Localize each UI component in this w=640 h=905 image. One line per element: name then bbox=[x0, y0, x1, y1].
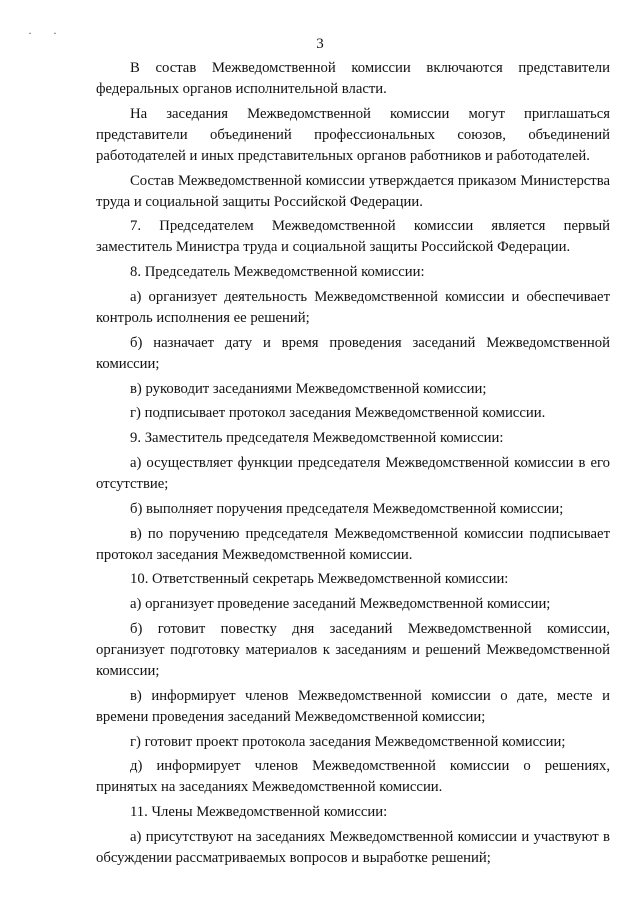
paragraph: а) организует деятельность Межведомственной комиссии и обеспечивает контроль исполнения ее решений; bbox=[96, 288, 610, 326]
paragraph: 7. Председателем Межведомственной комиссии является первый заместитель Министра труда и социальной защиты Российской Федерации. bbox=[96, 218, 610, 256]
paragraph: В состав Межведомственной комиссии включаются представители федеральных органов исполнительной власти. bbox=[96, 60, 610, 97]
paragraph: а) организует проведение заседаний Межведомственной комиссии; bbox=[130, 596, 551, 613]
paragraph: б) выполняет поручения председателя Межведомственной комиссии; bbox=[130, 500, 564, 517]
paragraph: а) присутствуют на заседаниях Межведомственной комиссии и участвуют в обсуждении рассматриваемых вопросов и выработке решений; bbox=[96, 828, 610, 866]
paragraph: 10. Ответственный секретарь Межведомственной комиссии: bbox=[130, 571, 509, 588]
paragraph: г) подписывает протокол заседания Межведомственной комиссии. bbox=[130, 405, 546, 422]
page-number: 3 bbox=[316, 36, 324, 52]
paragraph: в) информирует членов Межведомственной комиссии о дате, месте и времени проведения заседаний Межведомственной комиссии; bbox=[96, 687, 610, 725]
paragraph: г) готовит проект протокола заседания Межведомственной комиссии; bbox=[130, 733, 566, 750]
paragraph: Состав Межведомственной комиссии утверждается приказом Министерства труда и социальной защиты Российской Федерации. bbox=[96, 172, 610, 210]
paragraph: б) назначает дату и время проведения заседаний Межведомственной комиссии; bbox=[96, 334, 610, 372]
paragraph: д) информирует членов Межведомственной комиссии о решениях, принятых на заседаниях Межведомственной комиссии. bbox=[96, 758, 610, 796]
paragraph: 11. Члены Межведомственной комиссии: bbox=[130, 804, 388, 821]
paragraph: На заседания Межведомственной комиссии могут приглашаться представители объединений профессиональных союзов, объединений работодателей и иных представительных органов работников и работодателей. bbox=[96, 105, 610, 164]
paragraph: в) руководит заседаниями Межведомственной комиссии; bbox=[130, 380, 487, 397]
scan-specks: · · bbox=[28, 26, 66, 40]
paragraph: 9. Заместитель председателя Межведомственной комиссии: bbox=[130, 430, 504, 447]
paragraph: 8. Председатель Межведомственной комиссии: bbox=[130, 264, 425, 281]
paragraph: в) по поручению председателя Межведомственной комиссии подписывает протокол заседания Межведомственной комиссии. bbox=[96, 525, 610, 563]
document-body bbox=[96, 58, 610, 873]
paragraph: а) осуществляет функции председателя Межведомственной комиссии в его отсутствие; bbox=[96, 454, 610, 492]
paragraph: б) готовит повестку дня заседаний Межведомственной комиссии, организует подготовку материалов к заседаниям и решений Межведомственной комиссии; bbox=[96, 620, 610, 679]
